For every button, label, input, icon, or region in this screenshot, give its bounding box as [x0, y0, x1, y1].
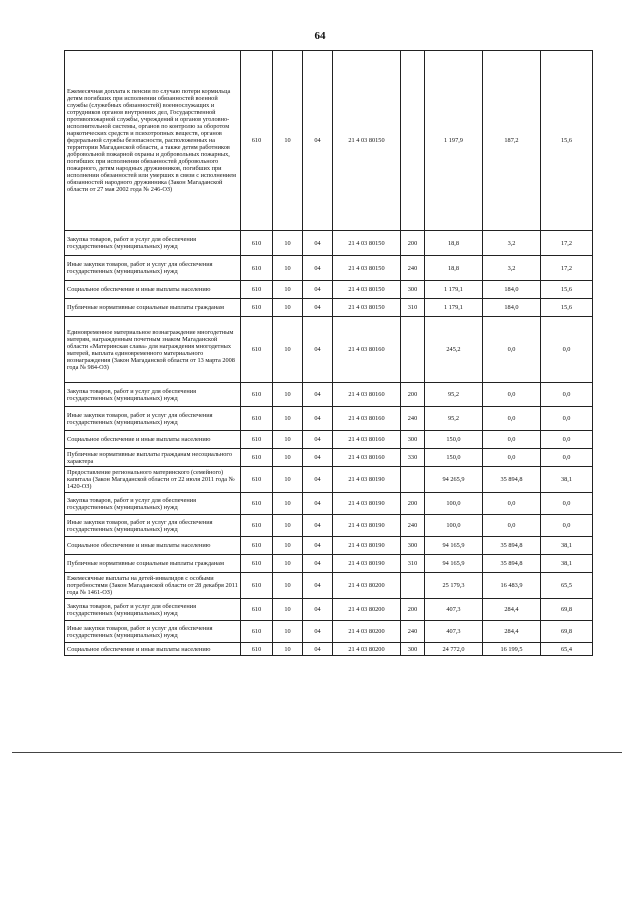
planned-amount: 95,2 [425, 383, 483, 407]
execution-percent: 15,6 [541, 299, 593, 317]
expense-type-code [401, 317, 425, 383]
target-article-code: 21 4 03 80190 [333, 555, 401, 573]
row-description: Социальное обеспечение и иные выплаты населению [65, 643, 241, 656]
dept-code: 610 [241, 537, 273, 555]
executed-amount: 0,0 [483, 407, 541, 431]
expense-type-code: 300 [401, 281, 425, 299]
planned-amount: 407,3 [425, 599, 483, 621]
target-article-code: 21 4 03 80150 [333, 299, 401, 317]
planned-amount: 150,0 [425, 431, 483, 449]
executed-amount: 35 894,8 [483, 537, 541, 555]
row-description: Иные закупки товаров, работ и услуг для обеспечения государственных (муниципальных) нужд [65, 621, 241, 643]
table-row [65, 51, 593, 231]
row-description: Иные закупки товаров, работ и услуг для обеспечения государственных (муниципальных) нужд [65, 256, 241, 281]
page-number: 64 [314, 30, 326, 42]
subsection-code: 04 [303, 299, 333, 317]
execution-percent: 0,0 [541, 515, 593, 537]
table-row [65, 407, 593, 431]
section-code: 10 [273, 383, 303, 407]
target-article-code: 21 4 03 80150 [333, 281, 401, 299]
table-row [65, 515, 593, 537]
planned-amount: 1 179,1 [425, 299, 483, 317]
row-description: Ежемесячные выплаты на детей-инвалидов с особыми потребностями (Закон Магаданской области от 28 декабря 2011 года № 1461-ОЗ) [65, 573, 241, 599]
table-row [65, 281, 593, 299]
section-code: 10 [273, 515, 303, 537]
subsection-code: 04 [303, 231, 333, 256]
subsection-code: 04 [303, 555, 333, 573]
target-article-code: 21 4 03 80150 [333, 231, 401, 256]
row-description: Публичные нормативные социальные выплаты гражданам [65, 299, 241, 317]
row-description: Закупка товаров, работ и услуг для обеспечения государственных (муниципальных) нужд [65, 493, 241, 515]
table-row [65, 317, 593, 383]
section-code: 10 [273, 621, 303, 643]
planned-amount: 25 179,3 [425, 573, 483, 599]
subsection-code: 04 [303, 281, 333, 299]
expense-type-code: 240 [401, 621, 425, 643]
executed-amount: 0,0 [483, 431, 541, 449]
expense-type-code [401, 51, 425, 231]
dept-code: 610 [241, 555, 273, 573]
row-description: Закупка товаров, работ и услуг для обеспечения государственных (муниципальных) нужд [65, 599, 241, 621]
executed-amount: 184,0 [483, 299, 541, 317]
section-code: 10 [273, 449, 303, 467]
subsection-code: 04 [303, 449, 333, 467]
target-article-code: 21 4 03 80160 [333, 317, 401, 383]
target-article-code: 21 4 03 80160 [333, 431, 401, 449]
expense-type-code: 240 [401, 407, 425, 431]
subsection-code: 04 [303, 643, 333, 656]
target-article-code: 21 4 03 80160 [333, 383, 401, 407]
dept-code: 610 [241, 383, 273, 407]
expense-type-code [401, 573, 425, 599]
planned-amount: 94 165,9 [425, 555, 483, 573]
expense-type-code: 310 [401, 555, 425, 573]
planned-amount: 100,0 [425, 493, 483, 515]
section-code: 10 [273, 51, 303, 231]
planned-amount: 245,2 [425, 317, 483, 383]
section-code: 10 [273, 493, 303, 515]
executed-amount: 0,0 [483, 449, 541, 467]
dept-code: 610 [241, 317, 273, 383]
section-code: 10 [273, 256, 303, 281]
execution-percent: 17,2 [541, 256, 593, 281]
table-row [65, 621, 593, 643]
planned-amount: 18,8 [425, 256, 483, 281]
target-article-code: 21 4 03 80160 [333, 407, 401, 431]
row-description: Иные закупки товаров, работ и услуг для обеспечения государственных (муниципальных) нужд [65, 515, 241, 537]
planned-amount: 94 265,9 [425, 467, 483, 493]
execution-percent: 15,6 [541, 281, 593, 299]
planned-amount: 150,0 [425, 449, 483, 467]
target-article-code: 21 4 03 80190 [333, 515, 401, 537]
target-article-code: 21 4 03 80200 [333, 599, 401, 621]
executed-amount: 284,4 [483, 599, 541, 621]
expense-type-code: 200 [401, 493, 425, 515]
table-row [65, 299, 593, 317]
table-row [65, 599, 593, 621]
row-description: Иные закупки товаров, работ и услуг для обеспечения государственных (муниципальных) нужд [65, 407, 241, 431]
row-description: Закупка товаров, работ и услуг для обеспечения государственных (муниципальных) нужд [65, 231, 241, 256]
expense-type-code: 200 [401, 599, 425, 621]
executed-amount: 184,0 [483, 281, 541, 299]
table-row [65, 537, 593, 555]
dept-code: 610 [241, 231, 273, 256]
expense-type-code: 240 [401, 515, 425, 537]
dept-code: 610 [241, 407, 273, 431]
executed-amount: 0,0 [483, 515, 541, 537]
section-code: 10 [273, 281, 303, 299]
execution-percent: 0,0 [541, 383, 593, 407]
section-code: 10 [273, 231, 303, 256]
planned-amount: 95,2 [425, 407, 483, 431]
executed-amount: 16 199,5 [483, 643, 541, 656]
target-article-code: 21 4 03 80200 [333, 643, 401, 656]
execution-percent: 0,0 [541, 493, 593, 515]
dept-code: 610 [241, 493, 273, 515]
dept-code: 610 [241, 51, 273, 231]
executed-amount: 16 483,9 [483, 573, 541, 599]
row-description: Публичные нормативные выплаты гражданам несоциального характера [65, 449, 241, 467]
section-code: 10 [273, 431, 303, 449]
dept-code: 610 [241, 256, 273, 281]
executed-amount: 0,0 [483, 493, 541, 515]
target-article-code: 21 4 03 80190 [333, 467, 401, 493]
table-row [65, 449, 593, 467]
table-row [65, 493, 593, 515]
dept-code: 610 [241, 281, 273, 299]
execution-percent: 69,8 [541, 621, 593, 643]
expense-type-code: 240 [401, 256, 425, 281]
dept-code: 610 [241, 467, 273, 493]
subsection-code: 04 [303, 383, 333, 407]
planned-amount: 407,3 [425, 621, 483, 643]
planned-amount: 1 179,1 [425, 281, 483, 299]
expense-type-code: 300 [401, 643, 425, 656]
execution-percent: 15,6 [541, 51, 593, 231]
subsection-code: 04 [303, 256, 333, 281]
subsection-code: 04 [303, 537, 333, 555]
execution-percent: 0,0 [541, 407, 593, 431]
subsection-code: 04 [303, 51, 333, 231]
executed-amount: 284,4 [483, 621, 541, 643]
execution-percent: 0,0 [541, 317, 593, 383]
budget-table [64, 50, 593, 656]
execution-percent: 0,0 [541, 431, 593, 449]
executed-amount: 35 894,8 [483, 467, 541, 493]
subsection-code: 04 [303, 431, 333, 449]
executed-amount: 35 894,8 [483, 555, 541, 573]
expense-type-code: 200 [401, 231, 425, 256]
dept-code: 610 [241, 515, 273, 537]
table-body [65, 51, 593, 656]
planned-amount: 24 772,0 [425, 643, 483, 656]
execution-percent: 65,4 [541, 643, 593, 656]
subsection-code: 04 [303, 407, 333, 431]
subsection-code: 04 [303, 573, 333, 599]
table-row [65, 383, 593, 407]
expense-type-code: 300 [401, 537, 425, 555]
execution-percent: 38,1 [541, 555, 593, 573]
subsection-code: 04 [303, 599, 333, 621]
row-description: Социальное обеспечение и иные выплаты населению [65, 537, 241, 555]
target-article-code: 21 4 03 80150 [333, 256, 401, 281]
target-article-code: 21 4 03 80200 [333, 621, 401, 643]
section-code: 10 [273, 467, 303, 493]
execution-percent: 0,0 [541, 449, 593, 467]
subsection-code: 04 [303, 515, 333, 537]
row-description: Публичные нормативные социальные выплаты гражданам [65, 555, 241, 573]
page-divider [12, 752, 622, 753]
section-code: 10 [273, 407, 303, 431]
table-row [65, 431, 593, 449]
execution-percent: 38,1 [541, 537, 593, 555]
executed-amount: 187,2 [483, 51, 541, 231]
expense-type-code: 330 [401, 449, 425, 467]
table-row [65, 643, 593, 656]
target-article-code: 21 4 03 80160 [333, 449, 401, 467]
execution-percent: 38,1 [541, 467, 593, 493]
executed-amount: 3,2 [483, 256, 541, 281]
table-row [65, 231, 593, 256]
dept-code: 610 [241, 621, 273, 643]
expense-type-code [401, 467, 425, 493]
dept-code: 610 [241, 431, 273, 449]
table-row [65, 467, 593, 493]
planned-amount: 1 197,9 [425, 51, 483, 231]
target-article-code: 21 4 03 80190 [333, 537, 401, 555]
row-description: Социальное обеспечение и иные выплаты населению [65, 281, 241, 299]
planned-amount: 94 165,9 [425, 537, 483, 555]
dept-code: 610 [241, 643, 273, 656]
executed-amount: 0,0 [483, 317, 541, 383]
section-code: 10 [273, 643, 303, 656]
row-description: Предоставление регионального материнского (семейного) капитала (Закон Магаданской области от 22 июля 2011 года № 1420-ОЗ) [65, 467, 241, 493]
planned-amount: 18,8 [425, 231, 483, 256]
dept-code: 610 [241, 573, 273, 599]
subsection-code: 04 [303, 467, 333, 493]
expense-type-code: 200 [401, 383, 425, 407]
section-code: 10 [273, 555, 303, 573]
target-article-code: 21 4 03 80190 [333, 493, 401, 515]
target-article-code: 21 4 03 80150 [333, 51, 401, 231]
execution-percent: 69,8 [541, 599, 593, 621]
subsection-code: 04 [303, 493, 333, 515]
row-description: Единовременное материальное вознаграждение многодетным матерям, награжденным почетным знаком Магаданской области «Материнская слава» для награждения многодетных матерей, выплата единовременного материального вознаграждения (Закон Магаданской области от 13 марта 2008 года № 984-ОЗ) [65, 317, 241, 383]
table-row [65, 256, 593, 281]
section-code: 10 [273, 317, 303, 383]
execution-percent: 65,5 [541, 573, 593, 599]
dept-code: 610 [241, 299, 273, 317]
dept-code: 610 [241, 599, 273, 621]
section-code: 10 [273, 537, 303, 555]
table-row [65, 555, 593, 573]
expense-type-code: 300 [401, 431, 425, 449]
section-code: 10 [273, 599, 303, 621]
table-row [65, 573, 593, 599]
expense-type-code: 310 [401, 299, 425, 317]
row-description: Социальное обеспечение и иные выплаты населению [65, 431, 241, 449]
subsection-code: 04 [303, 621, 333, 643]
section-code: 10 [273, 573, 303, 599]
section-code: 10 [273, 299, 303, 317]
executed-amount: 0,0 [483, 383, 541, 407]
execution-percent: 17,2 [541, 231, 593, 256]
dept-code: 610 [241, 449, 273, 467]
row-description: Закупка товаров, работ и услуг для обеспечения государственных (муниципальных) нужд [65, 383, 241, 407]
planned-amount: 100,0 [425, 515, 483, 537]
target-article-code: 21 4 03 80200 [333, 573, 401, 599]
row-description: Ежемесячная доплата к пенсии по случаю потери кормильца детям погибших при исполнении обязанностей военной службы (служебных обязанностей) военнослужащих и сотрудников органов внутренних дел, Государственной противопожарной службы, учреждений и органов уголовно-исполнительной системы, органов по контролю за оборотом наркотических средств и психотропных веществ, органов федеральной службы безопасности, расположенных на территории Магаданской области, а также детям работников добровольной пожарной охраны и добровольных пожарных, погибших при исполнении обязанностей добровольного пожарного, детям народных дружинников, погибших при исполнении обязанностей или умерших в связи с исполнением обязанностей народного дружинника (Закон Магаданской области от 27 мая 2002 года № 246-ОЗ) [65, 51, 241, 231]
subsection-code: 04 [303, 317, 333, 383]
executed-amount: 3,2 [483, 231, 541, 256]
